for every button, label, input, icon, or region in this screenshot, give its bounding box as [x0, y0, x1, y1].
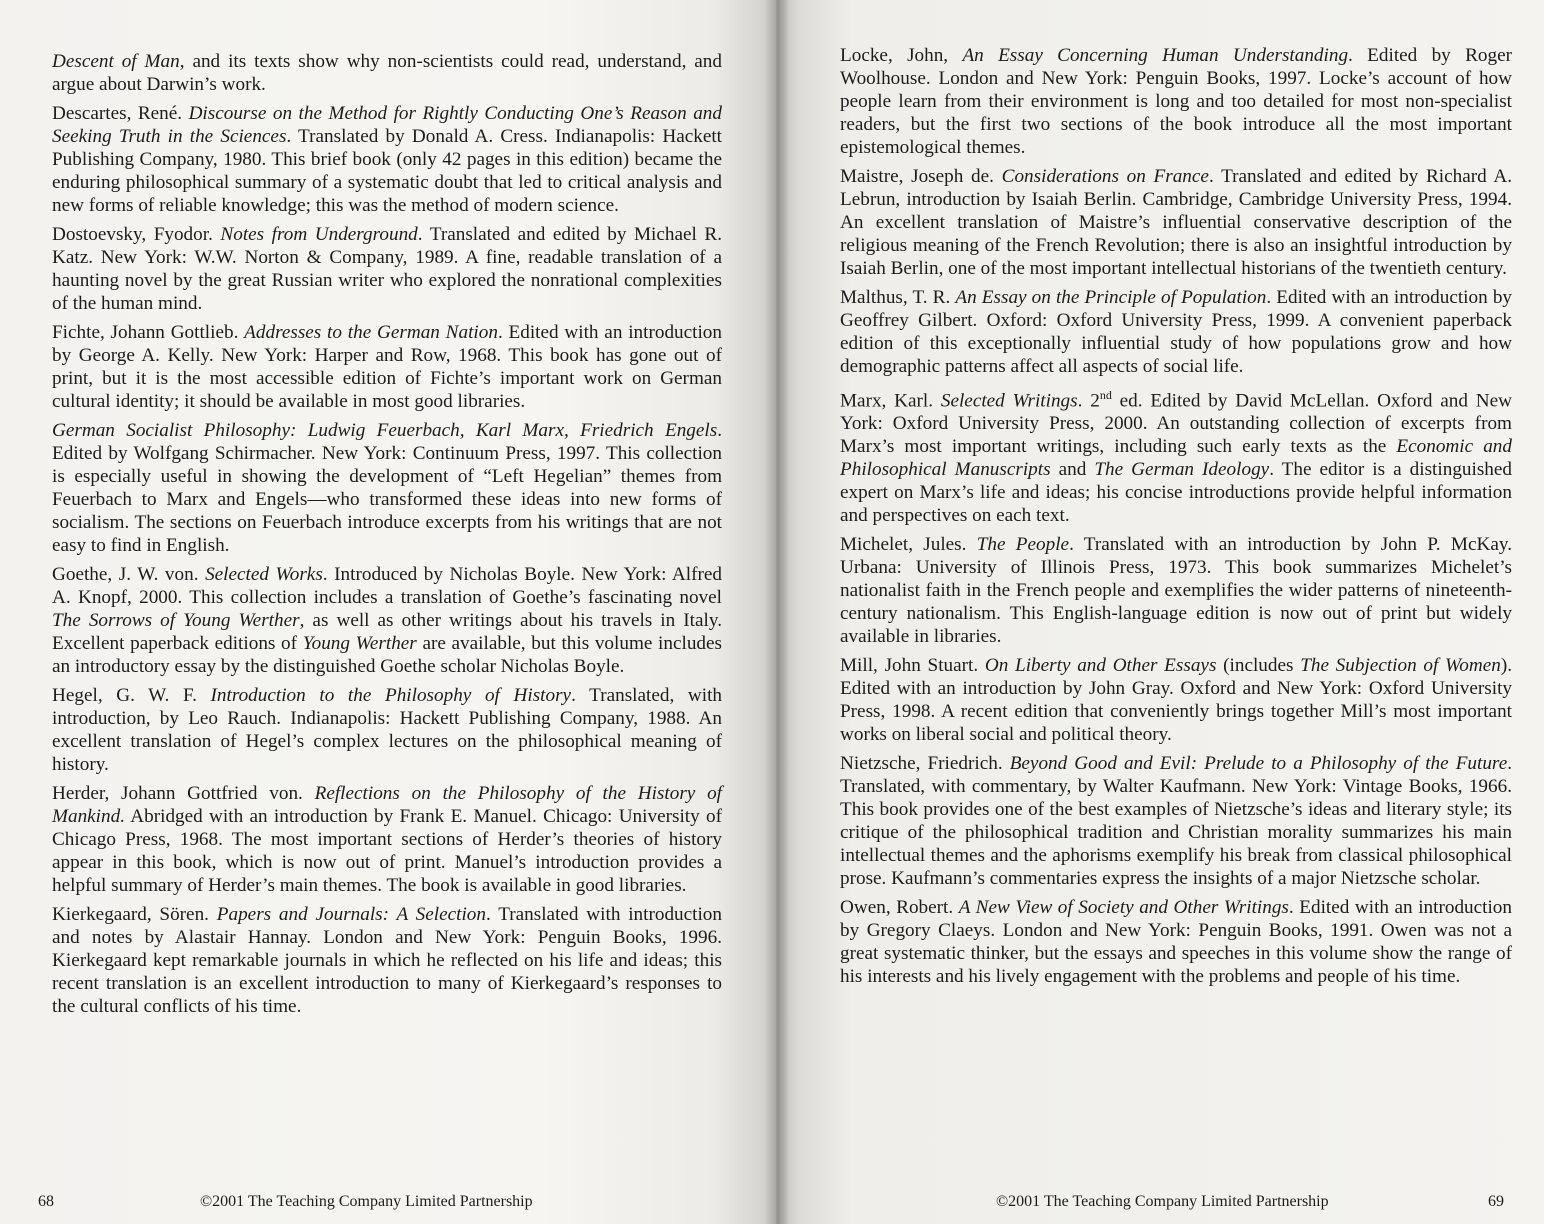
- entry-text: , as well as other writings about his travels in Italy. Excellent paperback editions of: [52, 610, 722, 654]
- entry-title-text: The German Ideology: [1094, 459, 1270, 481]
- entry-text: Marx, Karl.: [840, 390, 941, 412]
- left-bibliography-column: [52, 50, 722, 1024]
- entry-text: Maistre, Joseph de.: [840, 166, 1002, 187]
- right-page: [776, 0, 1544, 1224]
- bibliography-entry: [52, 782, 722, 897]
- entry-title-text: The People: [976, 534, 1070, 556]
- entry-text: ed. Edited by David McLellan. Oxford and New York: Oxford University Press, 2000. An outstanding collection of excerpts from Marx’s most important writings, including such early texts as the: [840, 390, 1513, 458]
- entry-text: Michelet, Jules.: [840, 534, 977, 556]
- entry-text: . Translated with introduction and notes by Alastair Hannay. London and New York: Penguin Books, 1996. Kierkegaard kept remarkable journals in which he reflected on his life and ideas; this recent translation is an excellent introduction to many of Kierkegaard’s responses to the cultural conflicts of his time.: [52, 904, 722, 1017]
- entry-title-text: Addresses to the German Nation: [244, 322, 498, 343]
- entry-text: Locke, John,: [840, 45, 963, 66]
- entry-title-text: An Essay Concerning Human Understanding: [962, 45, 1349, 66]
- entry-title-text: A New View of Society and Other Writings: [958, 897, 1289, 919]
- entry-text: . Translated, with commentary, by Walter Kaufmann. New York: Vintage Books, 1966. This book provides one of the best examples of Nietzsche’s ideas and literary style; its critique of the philosophical tradition and Christian morality summarizes his main intellectual themes and the aphorisms exemplify his break from classical philosophical prose. Kaufmann’s commentaries express the insights of a major Nietzsche scholar.: [840, 753, 1513, 890]
- entry-text: Malthus, T. R.: [840, 287, 956, 308]
- entry-text: Dostoevsky, Fyodor.: [52, 224, 221, 245]
- bibliography-entry: [52, 223, 722, 315]
- entry-text: Goethe, J. W. von.: [52, 564, 206, 585]
- entry-text: . 2: [1077, 390, 1100, 412]
- entry-text: . Translated and edited by Michael R. Katz. New York: W.W. Norton & Company, 1989. A fine, readable translation of a haunting novel by the great Russian writer who explored the nonrational complexities of the human mind.: [52, 224, 722, 314]
- entry-title-text: Considerations on France: [1001, 166, 1209, 187]
- right-bibliography-column: [840, 44, 1512, 994]
- entry-title-text: Selected Writings: [940, 390, 1078, 412]
- entry-title-text: Notes from Underground: [220, 224, 418, 245]
- entry-text: (includes: [1216, 655, 1301, 677]
- entry-text: . The editor is a distinguished expert on Marx’s life and ideas; his concise introductions provide helpful information and perspectives on each text.: [840, 459, 1513, 527]
- bibliography-entry: [840, 752, 1512, 890]
- entry-text: . Introduced by Nicholas Boyle. New York: Alfred A. Knopf, 2000. This collection includes a translation of Goethe’s fascinating novel: [52, 564, 722, 608]
- entry-title-text: An Essay on the Principle of Population: [955, 287, 1267, 308]
- entry-title-text: Economic and Philosophical Manuscripts: [840, 436, 1512, 481]
- left-page-footer: ©2001 The Teaching Company Limited Partnership: [200, 1193, 533, 1210]
- bibliography-entry: [52, 50, 722, 96]
- entry-title-text: German Socialist Philosophy: Ludwig Feuerbach, Karl Marx, Friedrich Engels: [52, 420, 718, 441]
- entry-text: nd: [1099, 388, 1112, 402]
- bibliography-entry: [840, 533, 1512, 648]
- entry-text: . Edited with an introduction by Geoffrey Gilbert. Oxford: Oxford University Press, 1999. A convenient paperback edition of this exceptionally influential study of how populations grow and how demographic patterns affect all aspects of social life.: [840, 287, 1513, 377]
- entry-text: Herder, Johann Gottfried von.: [52, 783, 315, 804]
- entry-text: Fichte, Johann Gottlieb.: [52, 322, 245, 343]
- entry-title-text: The Sorrows of Young Werther: [52, 610, 300, 631]
- entry-title-text: Papers and Journals: A Selection: [216, 904, 486, 925]
- entry-title-text: On Liberty and Other Essays: [984, 655, 1217, 677]
- bibliography-entry: [840, 654, 1512, 746]
- right-page-number: 69: [1488, 1193, 1504, 1210]
- entry-text: Nietzsche, Friedrich.: [840, 753, 1010, 775]
- entry-title-text: Discourse on the Method for Rightly Conducting One’s Reason and Seeking Truth in the Sciences: [52, 103, 722, 147]
- bibliography-entry: [840, 896, 1512, 988]
- entry-title-text: The Subjection of Women: [1300, 655, 1501, 677]
- entry-text: . Edited by Roger Woolhouse. London and New York: Penguin Books, 1997. Locke’s account of how people learn from their environment is long and too detailed for most non-specialist readers, but the first two sections of the book introduce all the most important epistemological themes.: [840, 45, 1512, 158]
- entry-text: . Translated with an introduction by John P. McKay. Urbana: University of Illinois Press, 1973. This book summarizes Michelet’s nationalist faith in the French people and exemplifies the wider patterns of nineteenth-century nationalism. This English-language edition is now out of print but widely available in libraries.: [840, 534, 1512, 648]
- bibliography-entry: [52, 102, 722, 217]
- entry-text: Owen, Robert.: [840, 897, 959, 919]
- entry-text: , and its texts show why non-scientists could read, understand, and argue about Darwin’s work.: [52, 51, 722, 95]
- entry-title-text: Reflections on the Philosophy of the History of Mankind.: [52, 783, 722, 827]
- entry-text: Hegel, G. W. F.: [52, 685, 211, 706]
- entry-text: Mill, John Stuart.: [840, 655, 985, 677]
- bibliography-entry: [840, 384, 1512, 527]
- entry-title-text: Descent of Man: [52, 51, 180, 72]
- entry-title-text: Young Werther: [302, 633, 417, 654]
- entry-text: ). Edited with an introduction by John Gray. Oxford and New York: Oxford University Press, 1998. A recent edition that conveniently brings together Mill’s most important works on liberal social and political theory.: [840, 655, 1513, 746]
- entry-text: are available, but this volume includes an introductory essay by the distinguished Goethe scholar Nicholas Boyle.: [52, 633, 722, 677]
- bibliography-entry: [52, 321, 722, 413]
- entry-text: and: [1050, 459, 1095, 481]
- entry-text: Kierkegaard, Sören.: [52, 904, 217, 925]
- entry-text: . Translated by Donald A. Cress. Indianapolis: Hackett Publishing Company, 1980. This brief book (only 42 pages in this edition) became the enduring philosophical summary of a systematic doubt that led to critical analysis and new forms of reliable knowledge; this was the method of modern science.: [52, 126, 722, 216]
- bibliography-entry: [840, 44, 1512, 159]
- entry-text: . Edited with an introduction by Gregory Claeys. London and New York: Penguin Books, 1991. Owen was not a great systematic thinker, but the essays and speeches in this volume show the range of his interests and his lively engagement with the problems and people of his time.: [840, 897, 1512, 988]
- entry-text: . Edited with an introduction by George A. Kelly. New York: Harper and Row, 1968. This book has gone out of print, but it is the most accessible edition of Fichte’s important work on German cultural identity; it should be available in most good libraries.: [52, 322, 722, 412]
- left-page-number: 68: [38, 1193, 54, 1210]
- entry-text: . Edited by Wolfgang Schirmacher. New York: Continuum Press, 1997. This collection is especially useful in showing the development of “Left Hegelian” themes from Feuerbach to Marx and Engels—who transformed these ideas into new forms of socialism. The sections on Feuerbach introduce excerpts from his writings that are not easy to find in English.: [52, 420, 722, 556]
- entry-title-text: Introduction to the Philosophy of History: [210, 685, 572, 706]
- entry-text: . Translated, with introduction, by Leo Rauch. Indianapolis: Hackett Publishing Company, 1988. An excellent translation of Hegel’s complex lectures on the philosophical meaning of history.: [52, 685, 722, 775]
- bibliography-entry: [52, 903, 722, 1018]
- entry-text: . Translated and edited by Richard A. Lebrun, introduction by Isaiah Berlin. Cambridge, Cambridge University Press, 1994. An excellent translation of Maistre’s influential conservative description of the religious meaning of the French Revolution; there is also an insightful introduction by Isaiah Berlin, one of the most important intellectual historians of the twentieth century.: [840, 166, 1512, 279]
- bibliography-entry: [52, 563, 722, 678]
- entry-text: Descartes, René.: [52, 103, 189, 124]
- bibliography-entry: [52, 419, 722, 557]
- entry-title-text: Selected Works: [205, 564, 323, 585]
- right-page-footer: ©2001 The Teaching Company Limited Partnership: [996, 1193, 1329, 1210]
- entry-title-text: Beyond Good and Evil: Prelude to a Philosophy of the Future: [1009, 753, 1508, 775]
- entry-text: Abridged with an introduction by Frank E. Manuel. Chicago: University of Chicago Press, 1968. The most important sections of Herder’s theories of history appear in this book, which is now out of print. Manuel’s introduction provides a helpful summary of Herder’s main themes. The book is available in good libraries.: [52, 806, 722, 896]
- bibliography-entry: [840, 165, 1512, 280]
- bibliography-entry: [52, 684, 722, 776]
- bibliography-entry: [840, 286, 1512, 378]
